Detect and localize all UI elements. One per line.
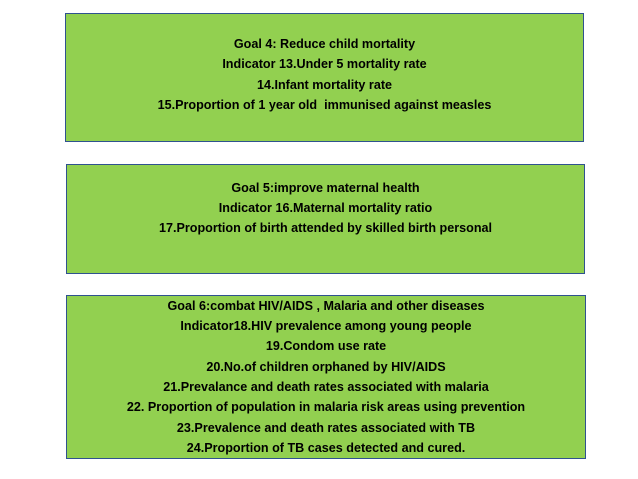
indicator-23: 23.Prevalence and death rates associated with TB (176, 420, 476, 435)
indicator-18: Indicator18.HIV prevalence among young people (180, 319, 472, 334)
indicator-21: 21.Prevalance and death rates associated with malaria (163, 380, 489, 394)
goal-6-box (66, 295, 586, 459)
indicator-24: 24.Proportion of TB cases detected and cured. (186, 440, 466, 455)
indicator-14: 14.Infant mortality rate (256, 77, 393, 92)
goal-4-title: Goal 4: Reduce child mortality (233, 36, 416, 51)
goal-5-box (66, 164, 585, 274)
goal-5-title: Goal 5:improve maternal health (231, 180, 420, 195)
indicator-20: 20.No.of children orphaned by HIV/AIDS (206, 359, 446, 374)
indicator-13: Indicator 13.Under 5 mortality rate (222, 57, 427, 72)
indicator-17: 17.Proportion of birth attended by skilled birth personal (158, 221, 493, 236)
indicator-15: 15.Proportion of 1 year old immunised against measles (157, 97, 492, 112)
goal-6-title: Goal 6:combat HIV/AIDS , Malaria and other diseases (167, 298, 485, 313)
indicator-22: 22. Proportion of population in malaria risk areas using prevention (126, 400, 526, 415)
indicator-16: Indicator 16.Maternal mortality ratio (218, 200, 433, 215)
goal-4-box (65, 13, 584, 142)
indicator-19: 19.Condom use rate (265, 339, 387, 354)
